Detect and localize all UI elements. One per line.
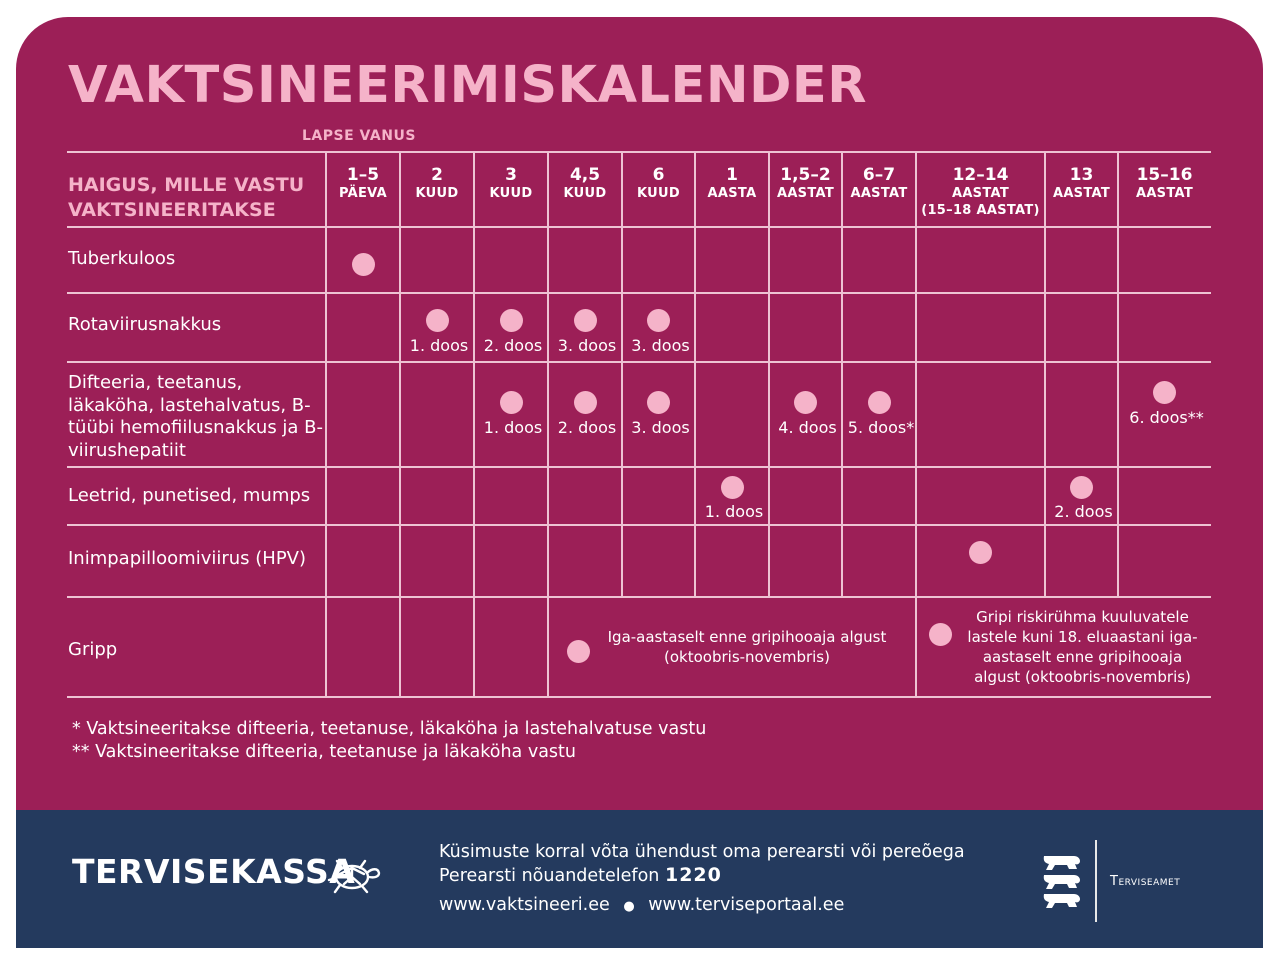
age-column-header — [916, 165, 1045, 219]
vaccination-dot — [868, 391, 891, 414]
table-vline — [547, 152, 549, 597]
dose-label: 3. doos — [557, 336, 617, 355]
page-title: VAKTSINEERIMISKALENDER — [68, 56, 868, 115]
dose-label: 2. doos — [1054, 502, 1113, 521]
links — [439, 894, 844, 918]
dose-label: 4. doos — [778, 418, 837, 437]
coat-of-arms-lions-icon — [1040, 850, 1084, 910]
vaccination-dot — [567, 640, 590, 663]
vaccination-dot — [721, 476, 744, 499]
age-column-header — [1118, 165, 1211, 202]
table-vline — [547, 597, 549, 697]
dose-label: 2. doos — [483, 336, 543, 355]
flu-annual-text: Iga-aastaselt enne gripihooaja algust (oktoobris-novembris) — [607, 628, 887, 666]
age-unit: AASTAT — [951, 186, 1010, 201]
table-hline — [67, 292, 1211, 294]
age-value: 1–5 — [346, 165, 380, 185]
dose-label: 6. doos** — [1129, 408, 1204, 427]
table-vline — [473, 152, 475, 597]
age-unit: AASTA — [707, 186, 757, 201]
age-unit: PÄEVA — [338, 186, 387, 201]
age-value: 15–16 — [1136, 165, 1193, 185]
age-unit: AASTAT — [776, 186, 835, 201]
age-value: 1,5–2 — [780, 165, 831, 185]
table-hline — [67, 226, 1211, 228]
table-vline — [1117, 152, 1119, 597]
dose-label: 1. doos — [704, 502, 764, 521]
link-vaktsineeri[interactable]: www.vaktsineeri.ee — [439, 895, 610, 915]
vaccination-dot — [794, 391, 817, 414]
age-column-header — [1045, 165, 1118, 202]
vaccination-dot — [647, 309, 670, 332]
age-value: 4,5 — [569, 165, 601, 185]
footer — [16, 810, 1263, 948]
table-vline — [399, 597, 401, 697]
vaccination-dot — [426, 309, 449, 332]
disease-column-header: HAIGUS, MILLE VASTU VAKTSINEERITAKSE — [68, 174, 305, 221]
terviseamet-logo-text: Terviseamet — [1110, 874, 1181, 889]
table-hline — [67, 696, 1211, 698]
dose-label: 2. doos — [557, 418, 617, 437]
table-vline — [621, 152, 623, 597]
age-value: 12–14 — [952, 165, 1009, 185]
turtle-icon — [326, 850, 382, 898]
age-column-header — [326, 165, 400, 202]
table-hline — [67, 361, 1211, 363]
age-column-header — [842, 165, 916, 202]
age-value: 13 — [1069, 165, 1094, 185]
table-hline — [67, 524, 1211, 526]
age-value: 1 — [726, 165, 738, 185]
dose-label: 1. doos — [409, 336, 469, 355]
vaccination-dot — [1153, 381, 1176, 404]
footnote-2: ** Vaktsineeritakse difteeria, teetanuse ja läkaköha vastu — [72, 742, 576, 762]
disease-label: Inimpapilloomiviirus (HPV) — [68, 548, 307, 569]
age-column-header — [622, 165, 695, 202]
dose-label: 3. doos — [631, 418, 690, 437]
table-vline — [768, 152, 770, 597]
age-value: 3 — [505, 165, 517, 185]
age-unit: KUUD — [415, 186, 459, 201]
tervisekassa-logo-text: TERVISEKASSA — [72, 852, 356, 891]
age-unit-extra: (15–18 AASTAT) — [921, 203, 1040, 218]
table-vline — [694, 152, 696, 597]
age-value: 6–7 — [862, 165, 896, 185]
contact-text: Küsimuste korral võta ühendust oma perearsti või pereõega — [439, 842, 965, 862]
dose-label: 1. doos — [483, 418, 543, 437]
vaccination-dot — [500, 391, 523, 414]
hotline-number: 1220 — [664, 864, 722, 886]
age-unit: AASTAT — [1135, 186, 1194, 201]
dose-label: 5. doos* — [847, 418, 915, 437]
age-column-header — [474, 165, 548, 202]
bullet-separator: ● — [623, 899, 635, 914]
age-axis-label: LAPSE VANUS — [302, 128, 416, 144]
vaccination-dot — [574, 309, 597, 332]
flu-risk-group-text: Gripi riskirühma kuuluvatele lastele kuni 18. eluaastani iga-aastaselt enne gripihooaja algust (oktoobris-novembris) — [967, 608, 1198, 686]
hotline-label: Perearsti nõuandetelefon — [439, 866, 660, 886]
table-vline — [841, 152, 843, 597]
dose-label: 3. doos — [631, 336, 690, 355]
age-unit: AASTAT — [850, 186, 908, 201]
vaccination-dot — [969, 541, 992, 564]
hotline — [439, 864, 722, 887]
link-terviseportaal[interactable]: www.terviseportaal.ee — [648, 895, 845, 915]
table-vline — [915, 597, 917, 697]
age-unit: KUUD — [489, 186, 533, 201]
age-unit: AASTAT — [1052, 186, 1111, 201]
vaccination-dot — [647, 391, 670, 414]
disease-label: Leetrid, punetised, mumps — [68, 485, 311, 506]
age-value: 2 — [431, 165, 443, 185]
table-hline — [67, 151, 1211, 153]
age-unit: KUUD — [563, 186, 607, 201]
disease-label: Rotaviirusnakkus — [68, 314, 222, 335]
age-column-header — [695, 165, 769, 202]
vaccination-dot — [500, 309, 523, 332]
vaccination-dot — [352, 253, 375, 276]
age-column-header — [548, 165, 622, 202]
table-vline — [399, 152, 401, 597]
table-hline — [67, 466, 1211, 468]
age-column-header — [769, 165, 842, 202]
vaccination-dot — [929, 623, 952, 646]
footnote-1: * Vaktsineeritakse difteeria, teetanuse, läkaköha ja lastehalvatuse vastu — [72, 719, 707, 739]
disease-label: Gripp — [68, 639, 118, 660]
disease-label: Difteeria, teetanus, läkaköha, lastehalvatus, B-tüübi hemofiilusnakkus ja B-viirushepatiit — [68, 372, 324, 461]
disease-label: Tuberkuloos — [68, 248, 176, 269]
age-unit: KUUD — [637, 186, 680, 201]
logo-divider — [1095, 840, 1097, 922]
table-hline — [67, 596, 1211, 598]
vaccination-dot — [1070, 476, 1093, 499]
age-column-header — [400, 165, 474, 202]
age-value: 6 — [652, 165, 665, 185]
table-vline — [473, 597, 475, 697]
vaccination-dot — [574, 391, 597, 414]
